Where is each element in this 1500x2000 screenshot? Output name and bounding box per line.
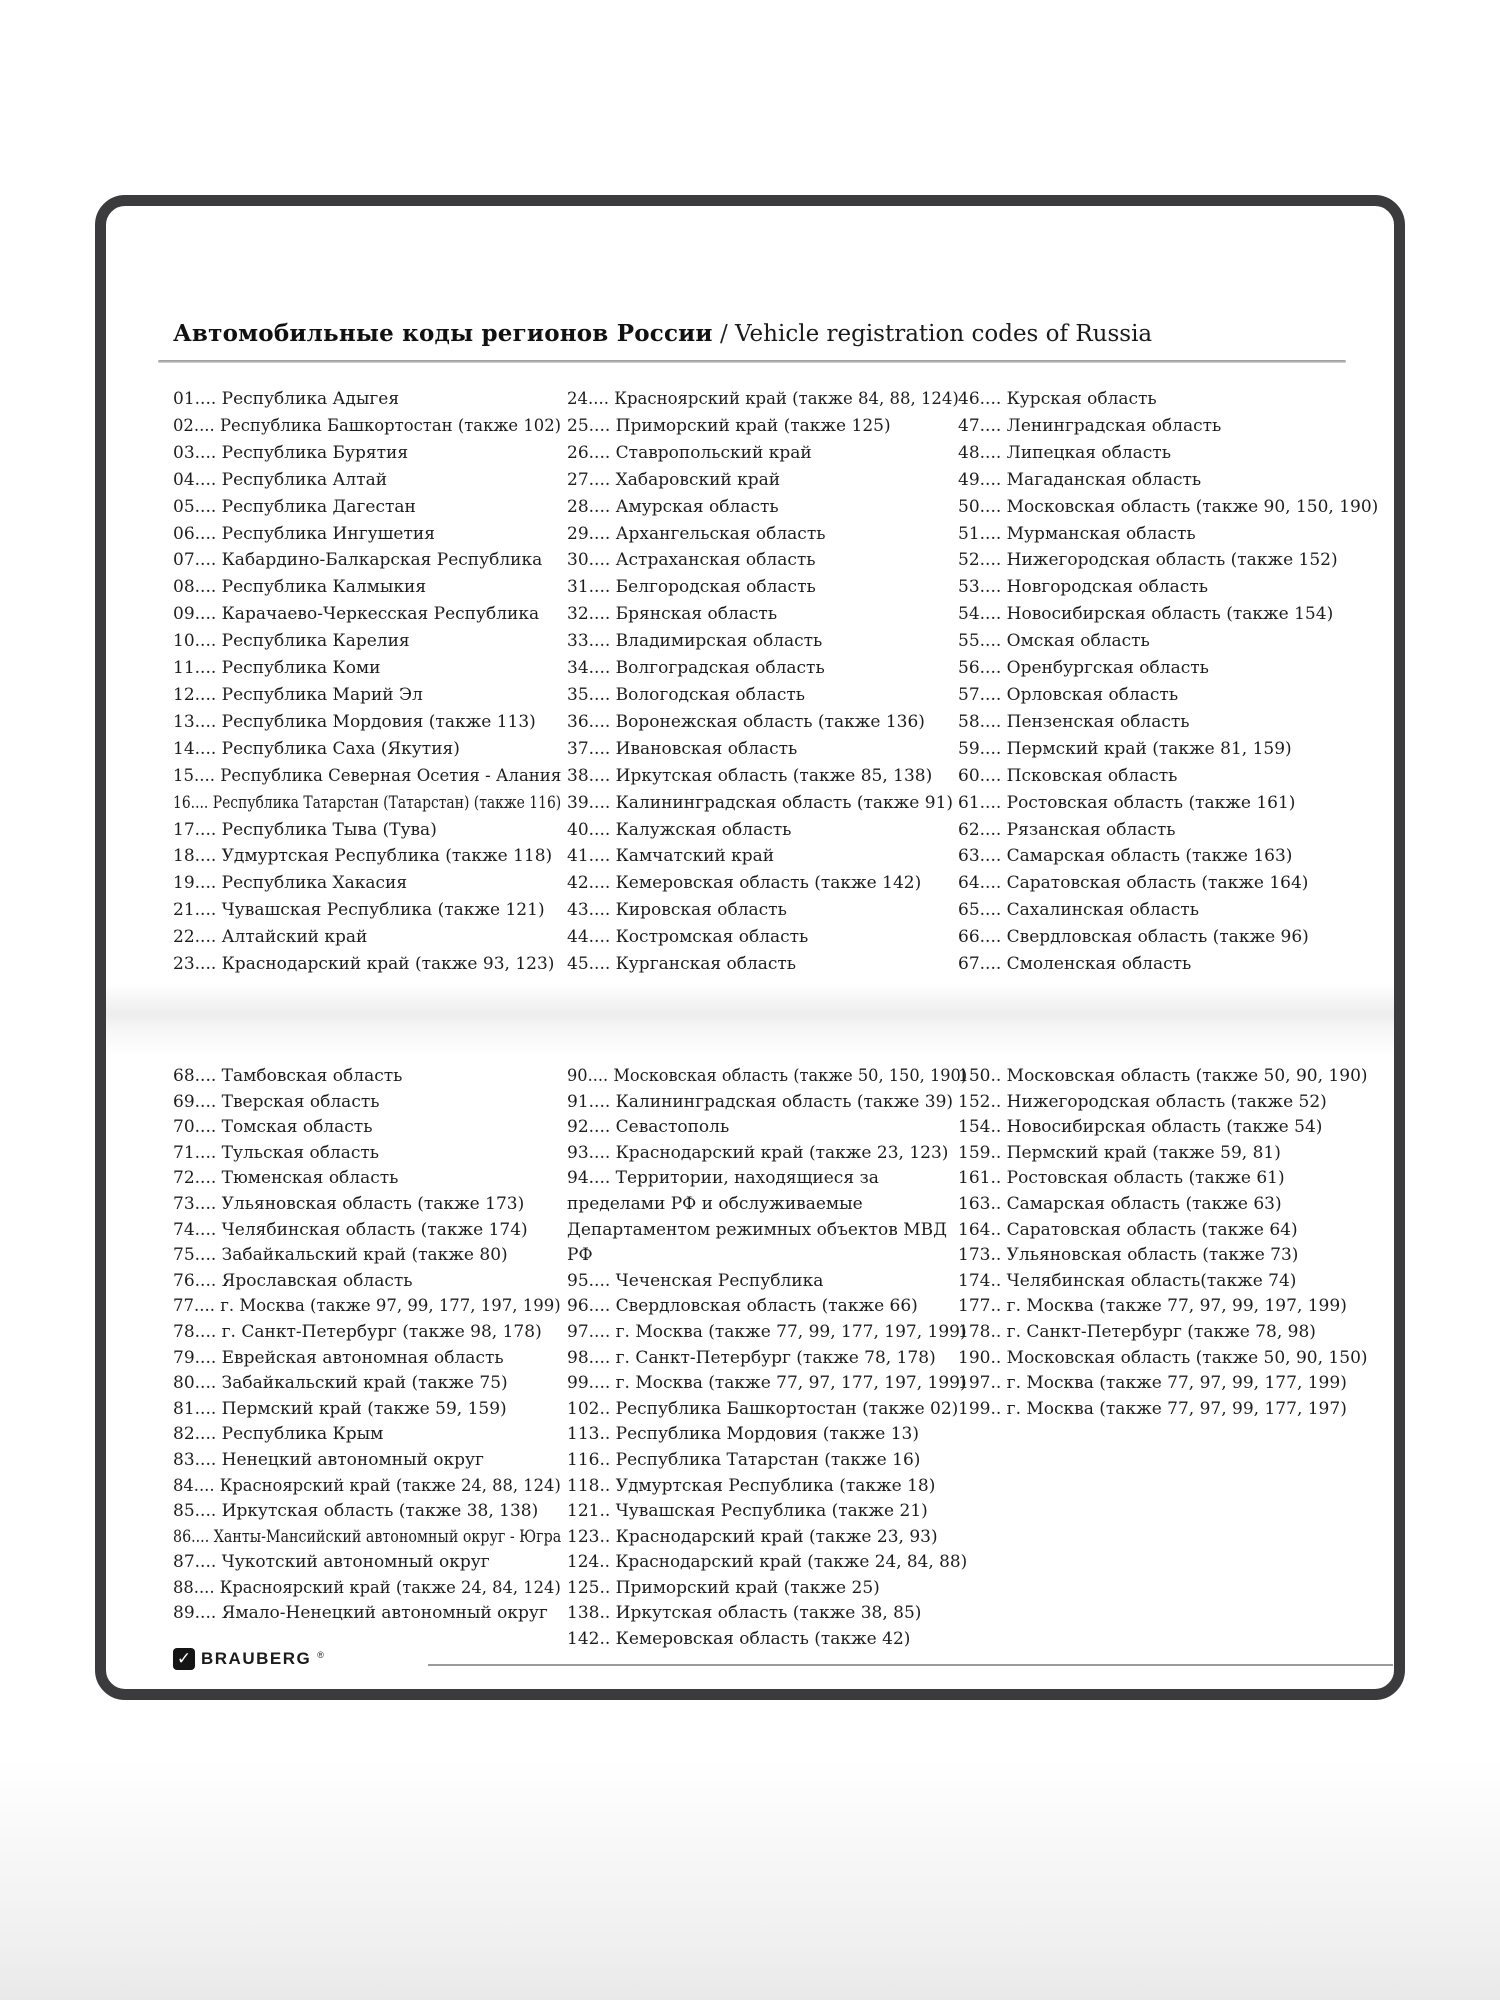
region-entry: 75.... Забайкальский край (также 80) bbox=[173, 1245, 508, 1266]
region-entry: 24.... Красноярский край (также 84, 88, 124) bbox=[567, 389, 959, 409]
region-entry: 04.... Республика Алтай bbox=[173, 469, 388, 490]
region-entry: 81.... Пермский край (также 59, 159) bbox=[173, 1398, 507, 1419]
section1-column1 bbox=[173, 386, 561, 978]
card-content bbox=[106, 206, 1394, 1689]
region-entry: 116.. Республика Татарстан (также 16) bbox=[567, 1449, 921, 1470]
region-entry: 77.... г. Москва (также 97, 99, 177, 197, 199) bbox=[173, 1296, 561, 1317]
region-entry: 09.... Карачаево-Черкесская Республика bbox=[173, 604, 540, 625]
region-entry: 52.... Нижегородская область (также 152) bbox=[958, 550, 1338, 571]
region-entry: 82.... Республика Крым bbox=[173, 1424, 384, 1445]
region-entry: 97.... г. Москва (также 77, 99, 177, 197, 199) bbox=[567, 1321, 967, 1342]
region-entry: 90.... Московская область (также 50, 150, 190) bbox=[567, 1066, 968, 1086]
region-entry: 16.... Республика Татарстан (Татарстан) (также 116) bbox=[173, 792, 562, 813]
region-entry: 62.... Рязанская область bbox=[958, 819, 1176, 840]
region-entry: 89.... Ямало-Ненецкий автономный округ bbox=[173, 1603, 548, 1624]
section1-column2 bbox=[567, 386, 959, 978]
region-entry: 79.... Еврейская автономная область bbox=[173, 1347, 504, 1368]
region-entry: 15.... Республика Северная Осетия - Алания bbox=[173, 765, 562, 786]
region-entry: 73.... Ульяновская область (также 173) bbox=[173, 1193, 525, 1214]
region-entry: 25.... Приморский край (также 125) bbox=[567, 415, 891, 436]
region-entry: 11.... Республика Коми bbox=[173, 658, 381, 679]
region-entry: 84.... Красноярский край (также 24, 88, 124) bbox=[173, 1475, 561, 1496]
region-entry: 121.. Чувашская Республика (также 21) bbox=[567, 1501, 928, 1522]
region-entry: 70.... Томская область bbox=[173, 1117, 373, 1138]
region-entry: 163.. Самарская область (также 63) bbox=[958, 1193, 1282, 1214]
region-entry: 02.... Республика Башкортостан (также 102) bbox=[173, 415, 562, 436]
region-entry: 50.... Московская область (также 90, 150, 190) bbox=[958, 496, 1379, 517]
region-entry: 68.... Тамбовская область bbox=[173, 1066, 403, 1086]
region-entry: 03.... Республика Бурятия bbox=[173, 442, 409, 463]
region-entry: 69.... Тверская область bbox=[173, 1091, 380, 1112]
region-entry: 39.... Калининградская область (также 91) bbox=[567, 792, 954, 813]
region-entry: 05.... Республика Дагестан bbox=[173, 496, 416, 517]
region-entry: 45.... Курганская область bbox=[567, 954, 797, 975]
region-entry: 54.... Новосибирская область (также 154) bbox=[958, 604, 1334, 625]
region-entry: 83.... Ненецкий автономный округ bbox=[173, 1449, 484, 1470]
codes-card bbox=[95, 195, 1405, 1700]
region-entry: 95.... Чеченская Республика bbox=[567, 1270, 824, 1291]
region-entry: 150.. Московская область (также 50, 90, 190) bbox=[958, 1066, 1368, 1086]
region-entry: 64.... Саратовская область (также 164) bbox=[958, 873, 1309, 894]
page-fold-seam bbox=[106, 984, 1394, 1056]
region-entry: 164.. Саратовская область (также 64) bbox=[958, 1219, 1298, 1240]
region-entry: 74.... Челябинская область (также 174) bbox=[173, 1219, 528, 1240]
region-entry: 40.... Калужская область bbox=[567, 819, 792, 840]
region-entry: 42.... Кемеровская область (также 142) bbox=[567, 873, 922, 894]
region-entry: 92.... Севастополь bbox=[567, 1117, 730, 1138]
region-entry: 99.... г. Москва (также 77, 97, 177, 197, 199) bbox=[567, 1373, 967, 1394]
region-entry: 96.... Свердловская область (также 66) bbox=[567, 1296, 918, 1317]
section1-column3 bbox=[958, 386, 1378, 978]
region-entry: 66.... Свердловская область (также 96) bbox=[958, 927, 1309, 948]
region-entry: 29.... Архангельская область bbox=[567, 523, 826, 544]
region-entry: 35.... Вологодская область bbox=[567, 684, 806, 705]
region-entry: 44.... Костромская область bbox=[567, 927, 809, 948]
section2-column2 bbox=[567, 1064, 967, 1653]
region-entry: 34.... Волгоградская область bbox=[567, 658, 825, 679]
region-entry: 94.... Территории, находящиеся за пределами РФ и обслуживаемые Департаментом режимных объектов МВД РФ bbox=[567, 1168, 947, 1266]
region-entry: 190.. Московская область (также 50, 90, 150) bbox=[958, 1347, 1368, 1368]
brand-name: BRAUBERG bbox=[201, 1649, 312, 1668]
region-entry: 197.. г. Москва (также 77, 97, 99, 177, 199) bbox=[958, 1373, 1347, 1394]
region-entry: 123.. Краснодарский край (также 23, 93) bbox=[567, 1526, 938, 1547]
region-entry: 87.... Чукотский автономный округ bbox=[173, 1552, 490, 1573]
region-entry: 78.... г. Санкт-Петербург (также 98, 178) bbox=[173, 1321, 542, 1342]
section2-column3 bbox=[958, 1064, 1383, 1422]
region-entry: 55.... Омская область bbox=[958, 631, 1150, 652]
region-entry: 161.. Ростовская область (также 61) bbox=[958, 1168, 1285, 1189]
region-entry: 86.... Ханты-Мансийский автономный округ - Югра bbox=[173, 1526, 562, 1547]
region-entry: 72.... Тюменская область bbox=[173, 1168, 399, 1189]
region-entry: 177.. г. Москва (также 77, 97, 99, 197, 199) bbox=[958, 1296, 1347, 1317]
region-entry: 142.. Кемеровская область (также 42) bbox=[567, 1629, 911, 1650]
region-entry: 118.. Удмуртская Республика (также 18) bbox=[567, 1475, 936, 1496]
region-entry: 159.. Пермский край (также 59, 81) bbox=[958, 1142, 1281, 1163]
region-entry: 98.... г. Санкт-Петербург (также 78, 178) bbox=[567, 1347, 936, 1368]
region-entry: 23.... Краснодарский край (также 93, 123) bbox=[173, 954, 555, 975]
region-entry: 80.... Забайкальский край (также 75) bbox=[173, 1373, 508, 1394]
region-entry: 199.. г. Москва (также 77, 97, 99, 177, 197) bbox=[958, 1398, 1347, 1419]
region-entry: 53.... Новгородская область bbox=[958, 577, 1209, 598]
region-entry: 37.... Ивановская область bbox=[567, 738, 798, 759]
page-title-english: Vehicle registration codes of Russia bbox=[735, 321, 1153, 347]
region-entry: 113.. Республика Мордовия (также 13) bbox=[567, 1424, 919, 1445]
region-entry: 26.... Ставропольский край bbox=[567, 442, 812, 463]
region-entry: 125.. Приморский край (также 25) bbox=[567, 1577, 880, 1598]
region-entry: 41.... Камчатский край bbox=[567, 846, 775, 867]
region-entry: 61.... Ростовская область (также 161) bbox=[958, 792, 1296, 813]
brauberg-brand bbox=[173, 1648, 324, 1670]
region-entry: 19.... Республика Хакасия bbox=[173, 873, 408, 894]
region-entry: 30.... Астраханская область bbox=[567, 550, 816, 571]
region-entry: 36.... Воронежская область (также 136) bbox=[567, 711, 925, 732]
region-entry: 65.... Сахалинская область bbox=[958, 900, 1199, 921]
page-title-russian: Автомобильные коды регионов России bbox=[173, 320, 713, 347]
region-entry: 51.... Мурманская область bbox=[958, 523, 1196, 544]
region-entry: 12.... Республика Марий Эл bbox=[173, 684, 423, 705]
region-entry: 178.. г. Санкт-Петербург (также 78, 98) bbox=[958, 1321, 1316, 1342]
region-entry: 71.... Тульская область bbox=[173, 1142, 380, 1163]
region-entry: 48.... Липецкая область bbox=[958, 442, 1171, 463]
region-entry: 22.... Алтайский край bbox=[173, 927, 368, 948]
region-entry: 31.... Белгородская область bbox=[567, 577, 816, 598]
region-entry: 13.... Республика Мордовия (также 113) bbox=[173, 711, 536, 732]
region-entry: 17.... Республика Тыва (Тува) bbox=[173, 819, 437, 840]
region-entry: 59.... Пермский край (также 81, 159) bbox=[958, 738, 1292, 759]
registered-trademark-icon: ® bbox=[317, 1650, 324, 1660]
region-entry: 57.... Орловская область bbox=[958, 684, 1179, 705]
region-entry: 152.. Нижегородская область (также 52) bbox=[958, 1091, 1327, 1112]
region-entry: 174.. Челябинская область(также 74) bbox=[958, 1270, 1297, 1291]
title-underline bbox=[158, 360, 1346, 363]
region-entry: 21.... Чувашская Республика (также 121) bbox=[173, 900, 545, 921]
region-entry: 56.... Оренбургская область bbox=[958, 658, 1209, 679]
section2-column1 bbox=[173, 1064, 561, 1627]
region-entry: 38.... Иркутская область (также 85, 138) bbox=[567, 765, 933, 786]
region-entry: 124.. Краснодарский край (также 24, 84, 88) bbox=[567, 1552, 968, 1573]
region-entry: 102.. Республика Башкортостан (также 02) bbox=[567, 1398, 959, 1419]
region-entry: 85.... Иркутская область (также 38, 138) bbox=[173, 1501, 539, 1522]
region-entry: 33.... Владимирская область bbox=[567, 631, 823, 652]
footer-divider-line bbox=[428, 1664, 1393, 1666]
region-entry: 49.... Магаданская область bbox=[958, 469, 1202, 490]
region-entry: 06.... Республика Ингушетия bbox=[173, 523, 435, 544]
region-entry: 88.... Красноярский край (также 24, 84, 124) bbox=[173, 1577, 561, 1598]
region-entry: 138.. Иркутская область (также 38, 85) bbox=[567, 1603, 922, 1624]
region-entry: 46.... Курская область bbox=[958, 389, 1157, 409]
region-entry: 10.... Республика Карелия bbox=[173, 631, 410, 652]
region-entry: 18.... Удмуртская Республика (также 118) bbox=[173, 846, 553, 867]
region-entry: 67.... Смоленская область bbox=[958, 954, 1192, 975]
region-entry: 154.. Новосибирская область (также 54) bbox=[958, 1117, 1323, 1138]
region-entry: 60.... Псковская область bbox=[958, 765, 1178, 786]
page-title bbox=[173, 320, 1348, 347]
region-entry: 47.... Ленинградская область bbox=[958, 415, 1222, 436]
region-entry: 32.... Брянская область bbox=[567, 604, 778, 625]
region-entry: 58.... Пензенская область bbox=[958, 711, 1190, 732]
region-entry: 76.... Ярославская область bbox=[173, 1270, 413, 1291]
region-entry: 27.... Хабаровский край bbox=[567, 469, 781, 490]
brauberg-logo-icon: ✓ bbox=[173, 1648, 195, 1670]
page-title-separator: / bbox=[712, 321, 736, 347]
region-entry: 08.... Республика Калмыкия bbox=[173, 577, 427, 598]
region-entry: 01.... Республика Адыгея bbox=[173, 389, 400, 409]
region-entry: 63.... Самарская область (также 163) bbox=[958, 846, 1293, 867]
region-entry: 07.... Кабардино-Балкарская Республика bbox=[173, 550, 543, 571]
footer bbox=[173, 1648, 1338, 1684]
region-entry: 28.... Амурская область bbox=[567, 496, 779, 517]
region-entry: 14.... Республика Саха (Якутия) bbox=[173, 738, 460, 759]
region-entry: 93.... Краснодарский край (также 23, 123) bbox=[567, 1142, 949, 1163]
region-entry: 91.... Калининградская область (также 39) bbox=[567, 1091, 954, 1112]
region-entry: 43.... Кировская область bbox=[567, 900, 787, 921]
region-entry: 173.. Ульяновская область (также 73) bbox=[958, 1245, 1299, 1266]
